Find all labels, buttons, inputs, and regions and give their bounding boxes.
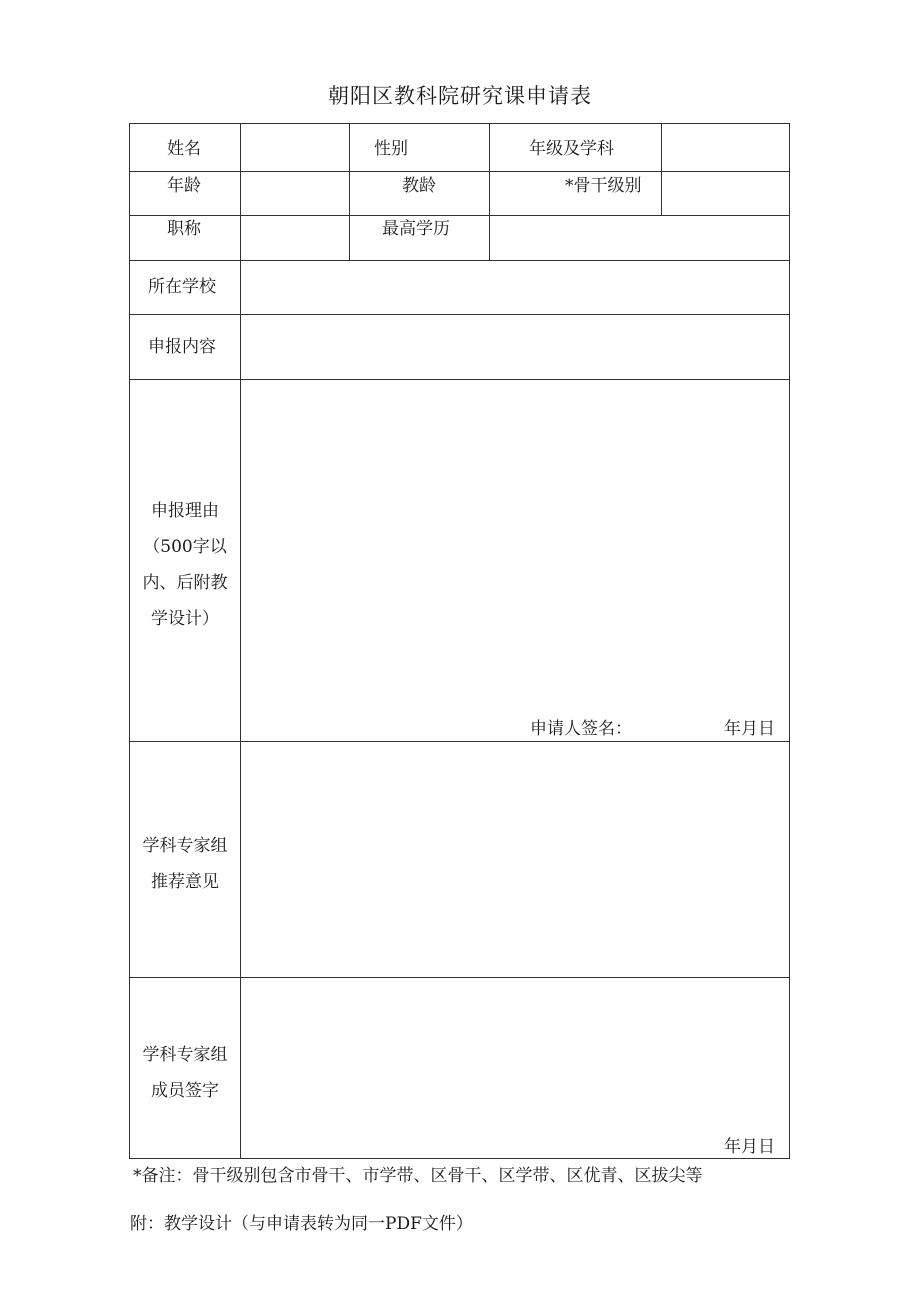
label-name: 姓名 — [167, 139, 201, 159]
reason-textarea[interactable] — [241, 380, 788, 710]
label-reason — [130, 493, 240, 637]
label-school: 所在学校 — [148, 277, 216, 297]
label-expert-opinion-line: 学科专家组 — [142, 836, 228, 856]
applicant-signature-label: 申请人签名： — [530, 719, 632, 739]
expert-opinion-textarea[interactable] — [241, 742, 788, 976]
application-form-table — [129, 123, 790, 1159]
label-gender: 性别 — [374, 139, 408, 159]
label-content: 申报内容 — [148, 337, 216, 357]
label-expert-signature-line: 成员签字 — [151, 1081, 219, 1101]
label-expert-opinion — [130, 828, 240, 900]
backbone-footnote: *备注：骨干级别包含市骨干、市学带、区骨干、区学带、区优青、区拔尖等 — [133, 1166, 703, 1186]
label-age: 年龄 — [167, 176, 201, 196]
applicant-signature-field[interactable] — [635, 714, 720, 740]
gender-field[interactable] — [430, 125, 488, 170]
education-field[interactable] — [490, 216, 788, 259]
label-reason-line: 申报理由 — [151, 501, 219, 521]
grade-subject-field[interactable] — [662, 125, 788, 170]
label-teaching-years: 教龄 — [402, 176, 436, 196]
label-job-title: 职称 — [167, 219, 201, 239]
label-grade-subject: 年级及学科 — [529, 139, 614, 159]
backbone-level-field[interactable] — [662, 172, 788, 214]
age-field[interactable] — [241, 172, 348, 214]
label-backbone-level: *骨干级别 — [565, 176, 642, 196]
application-date: 年月日 — [724, 719, 775, 739]
page-title: 朝阳区教科院研究课申请表 — [328, 84, 592, 108]
content-field[interactable] — [241, 315, 788, 378]
label-expert-opinion-line: 推荐意见 — [151, 872, 219, 892]
label-reason-line: 学设计） — [151, 609, 219, 629]
attachment-note: 附：教学设计（与申请表转为同一PDF文件） — [130, 1214, 473, 1234]
expert-signature-field[interactable] — [241, 978, 788, 1128]
label-expert-signature-line: 学科专家组 — [142, 1045, 228, 1065]
name-field[interactable] — [241, 125, 348, 170]
label-expert-signature — [130, 1037, 240, 1109]
school-field[interactable] — [241, 261, 788, 313]
label-education: 最高学历 — [382, 219, 450, 239]
label-reason-line: 内、后附教 — [142, 573, 228, 593]
teaching-years-field[interactable] — [350, 172, 390, 214]
expert-sign-date: 年月日 — [724, 1137, 775, 1157]
label-reason-line: （500字以 — [143, 537, 227, 557]
job-title-field[interactable] — [241, 216, 348, 259]
